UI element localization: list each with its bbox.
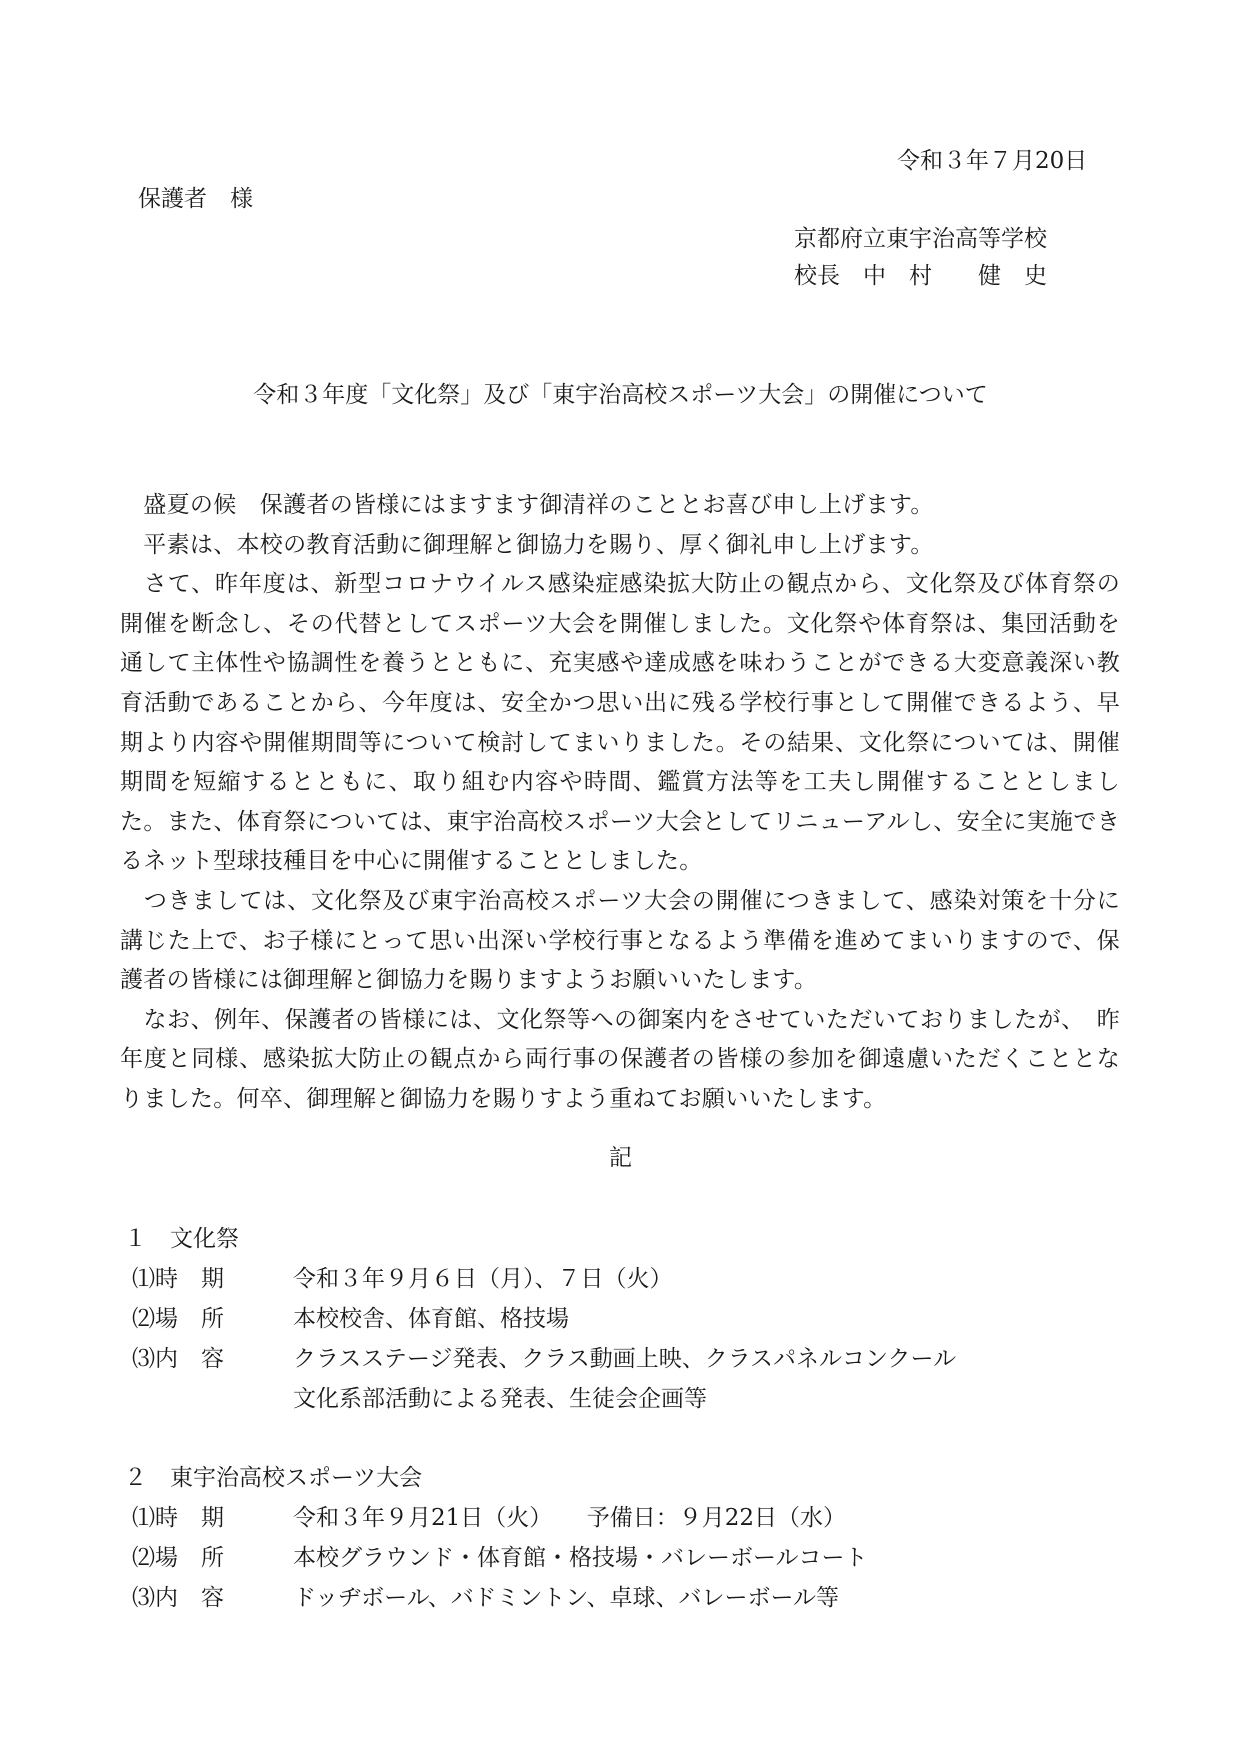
item-label: ⑶内 容	[132, 1585, 224, 1611]
item-label: ⑵場 所	[132, 1306, 224, 1332]
item-label: ⑶内 容	[132, 1346, 224, 1372]
paragraph-background: さて、昨年度は、新型コロナウイルス感染症感染拡大防止の観点から、文化祭及び体育祭の開催を断念し、その代替としてスポーツ大会を開催しました。文化祭や体育祭は、集団活動を通して主体性や協調性を養うとともに、充実感や達成感を味わうことができる大変意義深い教育活動であることから、今年度は、安全かつ思い出に残る学校行事として開催できるよう、早期より内容や開催期間等について検討してまいりました。その結果、文化祭については、開催期間を短縮するとともに、取り組む内容や時間、鑑賞方法等を工夫し開催することとしました。また、体育祭については、東宇治高校スポーツ大会としてリニューアルし、安全に実施できるネット型球技種目を中心に開催することとしました。	[120, 571, 1120, 875]
paragraph-greeting: 盛夏の候 保護者の皆様にはますます御清祥のこととお喜び申し上げます。	[120, 492, 934, 518]
section-title: 東宇治高校スポーツ大会	[170, 1465, 423, 1491]
item-value: 令和３年９月６日（月）、７日（火）	[293, 1266, 673, 1292]
item-value-continued: 文化系部活動による発表、生徒会企画等	[293, 1386, 707, 1412]
item-value: 本校グラウンド・体育館・格技場・バレーボールコート	[293, 1545, 868, 1571]
section-number: １	[124, 1226, 147, 1252]
paragraph-notice: なお、例年、保護者の皆様には、文化祭等への御案内をさせていただいておりましたが、 昨年度と同様、感染拡大防止の観点から両行事の保護者の皆様の参加を御遠慮いただくこととなりました。何卒、御理解と御協力を賜りすよう重ねてお願いいたします。	[120, 1006, 1120, 1112]
item-label: ⑵場 所	[132, 1545, 224, 1571]
principal-name: 校長 中 村 健 史	[794, 263, 1047, 289]
paragraph-thanks: 平素は、本校の教育活動に御理解と御協力を賜り、厚く御礼申し上げます。	[120, 531, 934, 558]
item-value: 令和３年９月21日（火） 予備日：９月22日（水）	[293, 1505, 847, 1531]
item-label: ⑴時 期	[132, 1505, 224, 1531]
item-value: ドッヂボール、バドミントン、卓球、バレーボール等	[293, 1585, 840, 1611]
ki-heading: 記	[609, 1145, 632, 1171]
section-number: ２	[124, 1465, 147, 1491]
item-value: 本校校舎、体育館、格技場	[293, 1306, 569, 1332]
document-date: 令和３年７月20日	[897, 148, 1088, 174]
item-value: クラスステージ発表、クラス動画上映、クラスパネルコンクール	[293, 1346, 957, 1372]
recipient: 保護者 様	[138, 186, 253, 212]
section-heading-culture-festival	[124, 1219, 239, 1259]
section-title: 文化祭	[170, 1226, 239, 1252]
section-heading-sports-meet	[124, 1458, 422, 1498]
item-label: ⑴時 期	[132, 1266, 224, 1292]
document-title: 令和３年度「文化祭」及び「東宇治高校スポーツ大会」の開催について	[253, 382, 988, 408]
letter-body	[120, 486, 1120, 1120]
school-name: 京都府立東宇治高等学校	[794, 226, 1047, 252]
paragraph-request: つきましては、文化祭及び東宇治高校スポーツ大会の開催につきまして、感染対策を十分に講じた上で、お子様にとって思い出深い学校行事となるよう準備を進めてまいりますので、保護者の皆様には御理解と御協力を賜りますようお願いいたします。	[120, 887, 1120, 994]
